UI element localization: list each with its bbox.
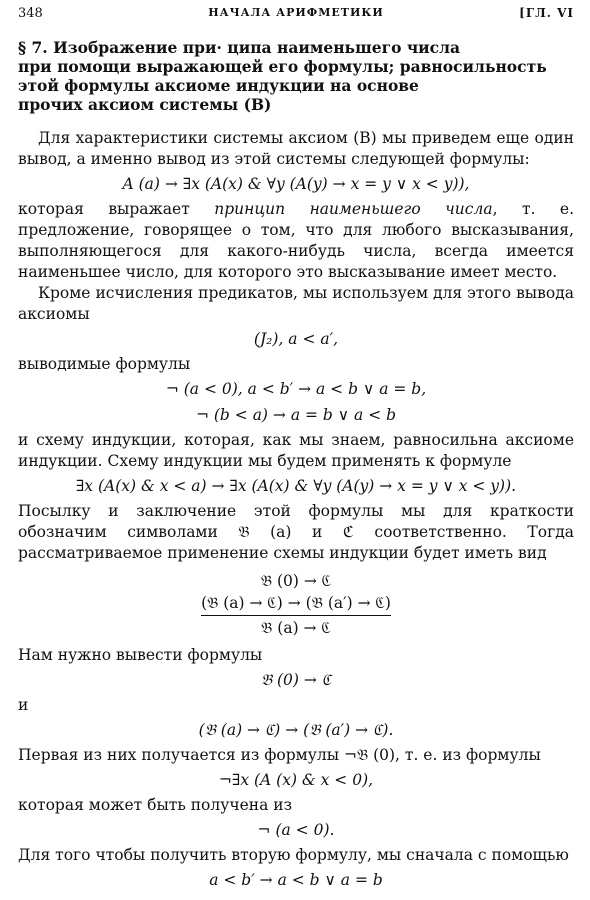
formula-derived-2: ¬ (b < a) → a = b ∨ a < b: [195, 406, 397, 424]
paragraph: Первая из них получается из формулы ¬𝔅 (0), т. е. из формулы: [18, 746, 541, 764]
paragraph: выводимые формулы: [18, 355, 191, 373]
schema-premise-1: 𝔅 (0) → ℭ: [260, 572, 332, 590]
section-title-line: при помощи выражающей его формулы; равносильность: [18, 57, 547, 76]
inference-line: [201, 615, 391, 616]
paragraph: [18, 199, 574, 283]
paragraph: Нам нужно вывести формулы: [18, 646, 263, 664]
text-span: которая выражает: [18, 200, 215, 218]
paragraph: которая может быть получена из: [18, 796, 293, 814]
paragraph: Кроме исчисления предикатов, мы используем для этого вывода аксиомы: [18, 284, 574, 323]
section-title-line: § 7. Изображение при· ципа наименьшего числа: [18, 38, 461, 57]
chapter-reference: [ГЛ. VI: [519, 6, 574, 20]
text-span: , т. е. предложение, говорящее о том, что для любого высказывания, выполняющегося для какого-нибудь числа, всегда имеется наименьшее число, для которого это высказывание имеет место.: [18, 200, 575, 281]
schema-premise-2: (𝔅 (a) → ℭ) → (𝔅 (a′) → ℭ): [201, 594, 391, 612]
running-head: [18, 6, 574, 28]
book-page: [18, 6, 574, 895]
paragraph: и схему индукции, которая, как мы знаем, равносильна аксиоме индукции. Схему индукции мы будем применять к формуле: [18, 431, 574, 470]
formula-not-less-zero: ¬ (a < 0).: [257, 821, 335, 839]
induction-schema: [18, 570, 574, 639]
emphasized-term: принцип наименьшего числа: [214, 200, 493, 218]
formula-induction-target: ∃x (A(x) & x < a) → ∃x (A(x) & ∀y (A(y) → x = y ∨ x < y)).: [75, 477, 517, 495]
section-title-line: прочих аксиом системы (B): [18, 95, 272, 114]
inference-figure: [201, 570, 391, 639]
section-title-line: этой формулы аксиоме индукции на основе: [18, 76, 419, 95]
formula-axiom-j2: (J₂), a < a′,: [253, 330, 339, 348]
formula-derived-1: ¬ (a < 0), a < b′ → a < b ∨ a = b,: [165, 380, 427, 398]
formula-negation-exists: ¬∃x (A (x) & x < 0),: [218, 771, 374, 789]
paragraph: Для того чтобы получить вторую формулу, мы сначала с помощью: [18, 846, 569, 864]
formula-first-goal: 𝔅 (0) → ℭ: [260, 671, 332, 689]
paragraph: Для характеристики системы аксиом (B) мы приведем еще один вывод, а именно вывод из этой системы следующей формулы:: [18, 129, 574, 168]
formula-least-number-principle: A (a) → ∃x (A(x) & ∀y (A(y) → x = y ∨ x < y)),: [122, 175, 470, 193]
paragraph: Посылку и заключение этой формулы мы для краткости обозначим символами 𝔅 (a) и ℭ соответственно. Тогда рассматриваемое применение схемы индукции будет иметь вид: [18, 502, 574, 562]
formula-second-goal: (𝔅 (a) → ℭ) → (𝔅 (a′) → ℭ).: [198, 721, 394, 739]
paragraph: и: [18, 696, 29, 714]
running-title: НАЧАЛА АРИФМЕТИКИ: [208, 6, 384, 19]
formula-successor-compare: a < b′ → a < b ∨ a = b: [209, 871, 383, 889]
section-title: [18, 38, 574, 114]
page-number: 348: [18, 6, 43, 21]
schema-conclusion: 𝔅 (a) → ℭ: [261, 619, 331, 637]
